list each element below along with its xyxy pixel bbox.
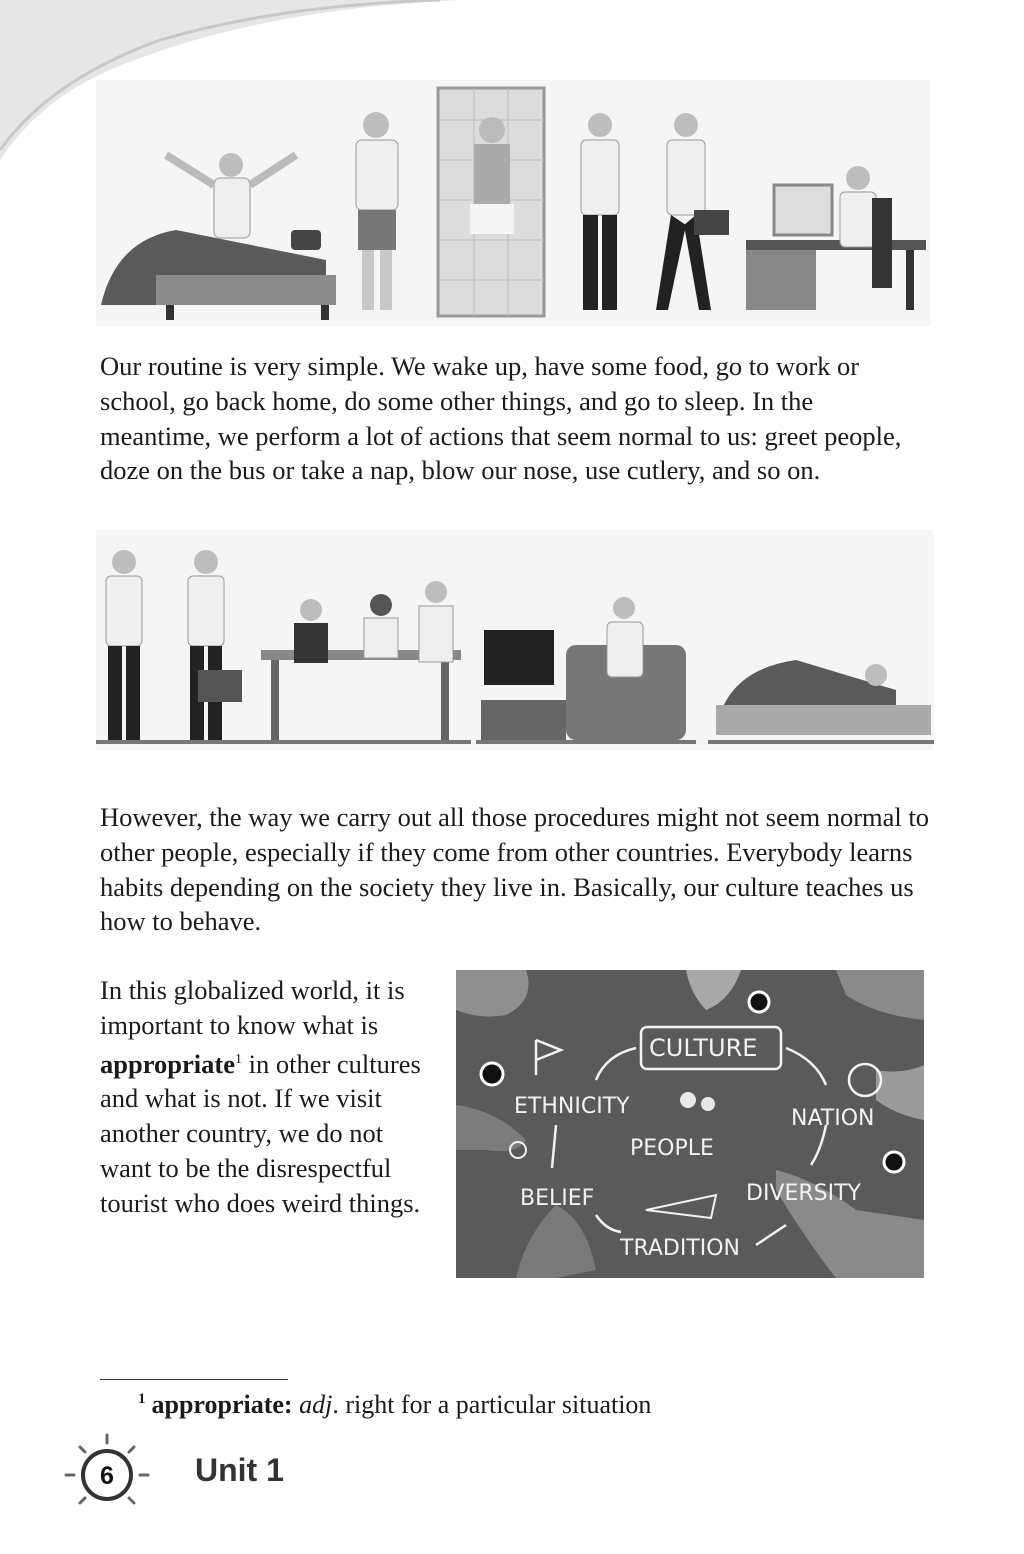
behaviour-paragraph: However, the way we carry out all those procedures might not seem normal to other people, especially if they come from other countries. Everybody learns habits depending on the society they live in. Basically, our culture teaches us how to behave. bbox=[100, 802, 930, 937]
p3-text-end: in other cultures and what is not. If we visit another country, we do not want to be the disrespectful tourist who does weird things. bbox=[100, 1048, 421, 1218]
word-people: PEOPLE bbox=[630, 1136, 714, 1161]
social-habits-illustration bbox=[96, 530, 934, 750]
culture-chalkboard-photo bbox=[456, 970, 924, 1278]
footnote-separator bbox=[100, 1379, 288, 1380]
footnote-term: appropriate: bbox=[151, 1390, 293, 1419]
word-diversity: DIVERSITY bbox=[746, 1181, 861, 1206]
footnote-definition: right for a particular situation bbox=[345, 1390, 652, 1419]
glossary-term: appropriate bbox=[100, 1048, 235, 1079]
footnote-ref: 1 bbox=[234, 1051, 242, 1067]
word-ethnicity: ETHNICITY bbox=[514, 1094, 630, 1119]
shower-figure bbox=[438, 88, 544, 316]
footnote-number: 1 bbox=[138, 1391, 146, 1408]
globalized-world-paragraph bbox=[100, 973, 430, 1220]
p3-text-start: In this globalized world, it is important to know what is bbox=[100, 975, 405, 1040]
word-tradition: TRADITION bbox=[620, 1236, 741, 1261]
unit-label: Unit 1 bbox=[195, 1452, 284, 1488]
word-nation: NATION bbox=[791, 1106, 875, 1131]
footnote: $^1$ appropriate: adj. right for a particular situation bbox=[138, 1390, 652, 1419]
page-number: 6 bbox=[100, 1462, 114, 1490]
routine-paragraph: Our routine is very simple. We wake up, have some food, go to work or school, go back home, do some other things, and go to sleep. In the meantime, we perform a lot of actions that seem normal to us: greet people, doze on the bus or take a nap, blow our nose, use cutlery, and so on. bbox=[100, 351, 902, 486]
word-culture: CULTURE bbox=[649, 1034, 758, 1062]
word-belief: BELIEF bbox=[520, 1186, 595, 1211]
footnote-pos: adj bbox=[299, 1390, 333, 1419]
daily-routine-illustration bbox=[96, 80, 930, 326]
